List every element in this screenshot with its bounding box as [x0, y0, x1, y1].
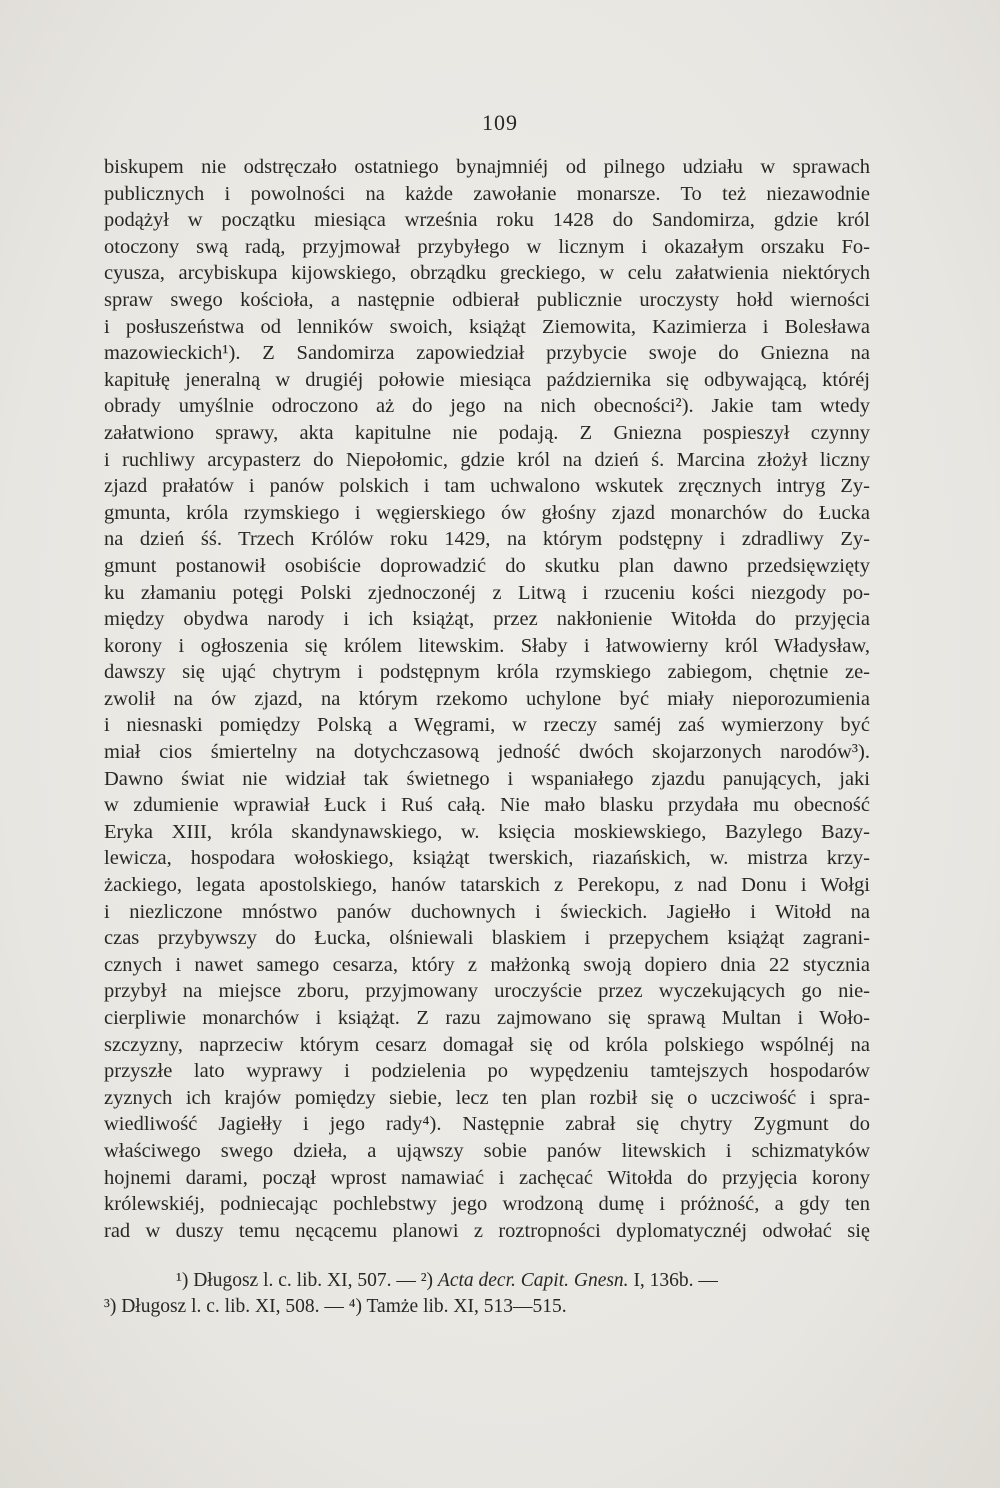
- footnote-line: [104, 1268, 870, 1294]
- text-line: kapitułę jeneralną w drugiéj połowie miesiąca października się odbywającą, któréj: [104, 368, 870, 391]
- text-line: miał cios śmiertelny na dotychczasową jedność dwóch skojarzonych narodów³).: [104, 741, 870, 764]
- text-line: mazowieckich¹). Z Sandomirza zapowiedział przybycie swoje do Gniezna na: [104, 342, 870, 365]
- text-line: i ruchliwy arcypasterz do Niepołomic, gdzie król na dzień ś. Marcina złożył liczny: [104, 448, 870, 471]
- text-line: cznych i nawet samego cesarza, który z małżonką swoją dopiero dnia 22 stycznia: [104, 953, 870, 976]
- text-line: publicznych i powolności na każde zawołanie monarsze. To też niezawodnie: [104, 182, 870, 205]
- text-line: podążył w początku miesiąca września roku 1428 do Sandomirza, gdzie król: [104, 209, 870, 232]
- text-line: przyszłe lato wyprawy i podzielenia po wypędzeniu tamtejszych hospodarów: [104, 1060, 870, 1083]
- footnote-line: ³) Długosz l. c. lib. XI, 508. — ⁴) Tamże lib. XI, 513—515.: [104, 1296, 567, 1317]
- text-line: Eryka XIII, króla skandynawskiego, w. księcia moskiewskiego, Bazylego Bazy-: [104, 820, 870, 843]
- text-line: otoczony swą radą, przyjmował przybyłego w licznym i okazałym orszaku Fo-: [104, 235, 870, 258]
- text-line: zjazd prałatów i panów polskich i tam uchwalono wskutek zręcznych intryg Zy-: [104, 475, 870, 498]
- text-line: biskupem nie odstręczało ostatniego bynajmniéj od pilnego udziału w sprawach: [104, 156, 870, 178]
- text-line: między obydwa narody i ich książąt, przez nakłonienie Witołda do przyjęcia: [104, 608, 870, 631]
- text-line: na dzień śś. Trzech Królów roku 1429, na którym podstępny i zdradliwy Zy-: [104, 528, 870, 551]
- text-line: cyusza, arcybiskupa kijowskiego, obrządku greckiego, w celu załatwienia niektórych: [104, 262, 870, 285]
- text-line: żackiego, legata apostolskiego, hanów tatarskich z Perekopu, z nad Donu i Wołgi: [104, 874, 870, 897]
- text-line: przybył na miejsce zboru, przyjmowany uroczyście przez wyczekujących go nie-: [104, 980, 870, 1003]
- text-line: szczyzny, naprzeciw którym cesarz domagał się od króla polskiego wspólnéj na: [104, 1033, 870, 1056]
- text-line: korony i ogłoszenia się królem litewskim. Słaby i łatwowierny król Władysław,: [104, 634, 870, 657]
- text-line: królewskiéj, podniecając pochlebstwy jego wrodzoną dumę i próżność, a gdy ten: [104, 1193, 870, 1216]
- text-line: Dawno świat nie widział tak świetnego i wspaniałego zjazdu panujących, jaki: [104, 767, 870, 790]
- text-line: zwolił na ów zjazd, na którym rzekomo uchylone być miały nieporozumienia: [104, 687, 870, 710]
- text-line: i niezliczone mnóstwo panów duchownych i świeckich. Jagiełło i Witołd na: [104, 900, 870, 923]
- text-line: lewicza, hospodara wołoskiego, książąt twerskich, riazańskich, w. mistrza krzy-: [104, 847, 870, 870]
- text-line: zyznych ich krajów pomiędzy siebie, lecz ten plan rozbił się o uczciwość i spra-: [104, 1086, 870, 1109]
- page-number: 109: [482, 110, 518, 135]
- text-line: spraw swego kościoła, a następnie odbierał publicznie uroczysty hołd wierności: [104, 288, 870, 311]
- footnote-text: I, 136b. —: [628, 1270, 718, 1291]
- text-line: ku złamaniu potęgi Polski zjednoczonéj z Litwą i rzuceniu kości niezgody po-: [104, 581, 870, 604]
- footnotes: [104, 1268, 870, 1320]
- text-line: czas przybywszy do Łucka, olśniewali blaskiem i przepychem książąt zagrani-: [104, 927, 870, 950]
- text-line: właściwego swego dzieła, a ująwszy sobie panów litewskich i schizmatyków: [104, 1139, 870, 1162]
- text-line: cierpliwie monarchów i książąt. Z razu zajmowano się sprawą Multan i Woło-: [104, 1007, 870, 1029]
- text-line: gmunt postanowił osobiście doprowadzić do skutku plan dawno przedsięwzięty: [104, 554, 870, 577]
- text-line: gmunta, króla rzymskiego i węgierskiego ów głośny zjazd monarchów do Łucka: [104, 501, 870, 524]
- body-text: [104, 154, 870, 1244]
- text-line: załatwiono sprawy, akta kapitulne nie podają. Z Gniezna pospieszył czynny: [104, 421, 870, 444]
- footnote-italic-title: Acta decr. Capit. Gnesn.: [437, 1270, 629, 1291]
- text-line: rad w duszy temu nęcącemu planowi z roztropności dyplomatycznéj odwołać się: [104, 1219, 870, 1242]
- text-line: hojnemi darami, począł wprost namawiać i zachęcać Witołda do przyjęcia korony: [104, 1166, 870, 1189]
- text-line: i posłuszeństwa od lenników swoich, książąt Ziemowita, Kazimierza i Bolesława: [104, 315, 870, 338]
- text-line: w zdumienie wprawiał Łuck i Ruś całą. Nie mało blasku przydała mu obecność: [104, 794, 870, 817]
- text-line: dawszy się ująć chytrym i podstępnym króla rzymskiego zabiegom, chętnie ze-: [104, 661, 870, 684]
- text-line: obrady umyślnie odroczono aż do jego na nich obecności²). Jakie tam wtedy: [104, 395, 870, 418]
- footnote-text: ¹) Długosz l. c. lib. XI, 507. — ²): [176, 1270, 438, 1291]
- text-line: i niesnaski pomiędzy Polską a Węgrami, w rzeczy saméj zaś wymierzony być: [104, 714, 870, 737]
- text-line: wiedliwość Jagiełły i jego rady⁴). Następnie zabrał się chytry Zygmunt do: [104, 1113, 870, 1136]
